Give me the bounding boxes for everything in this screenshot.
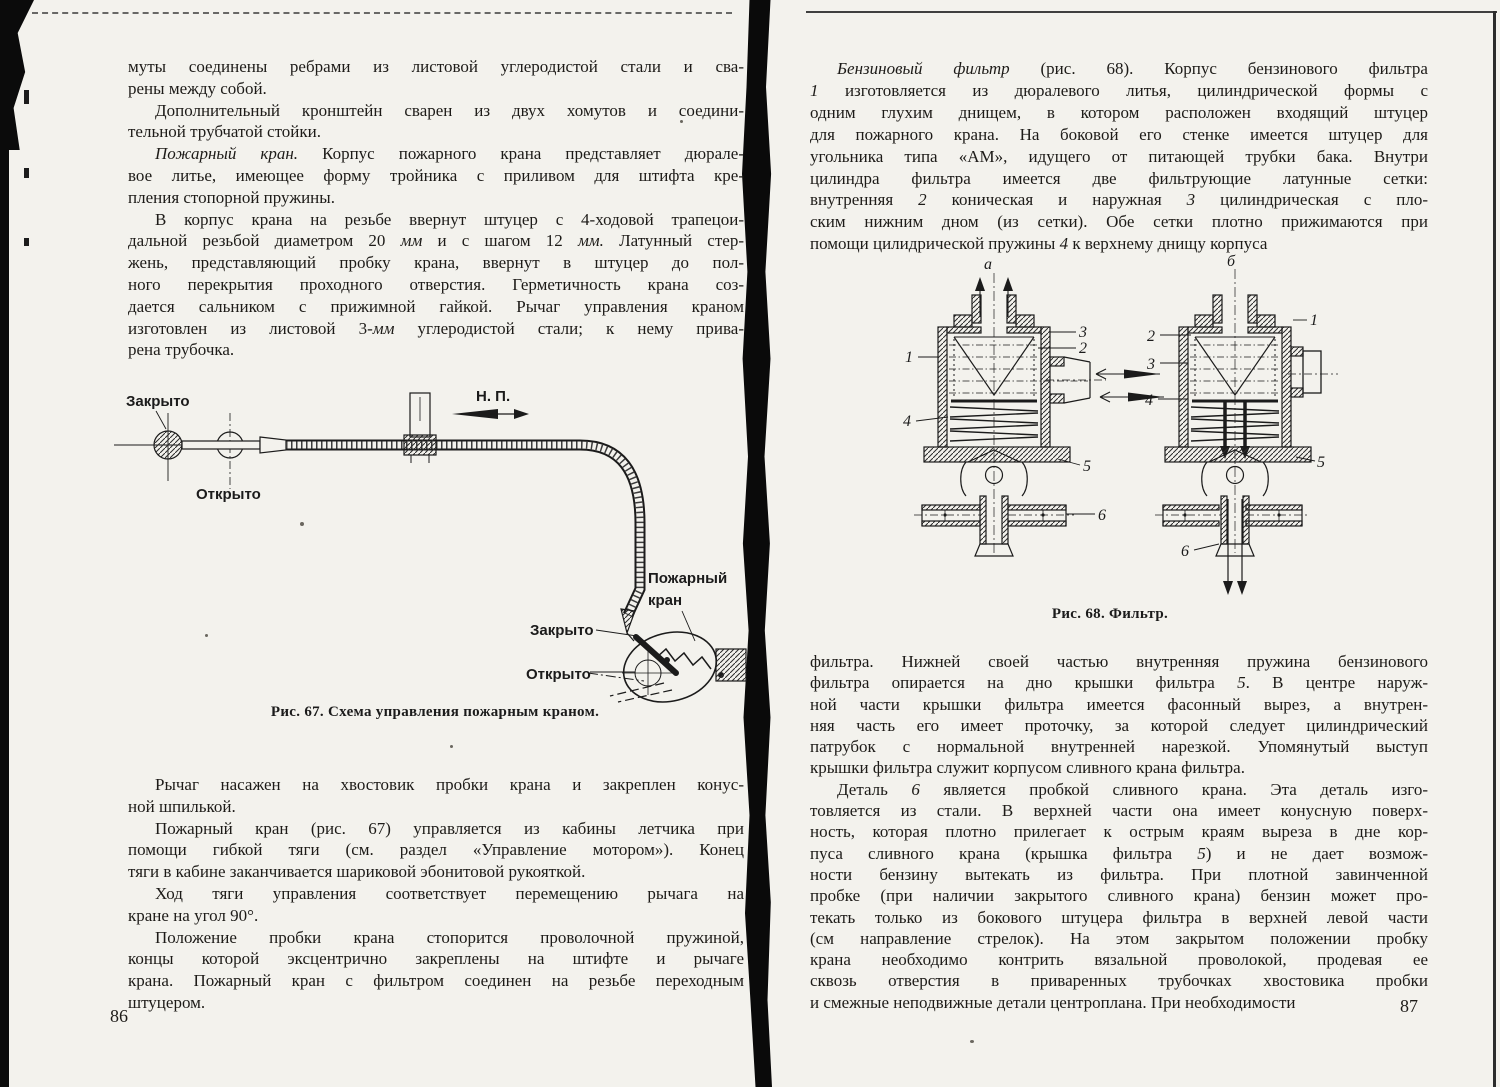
fig68-a-part-3: 3 — [1079, 324, 1087, 341]
text-line: Деталь 6 является пробкой сливного крана. Эта деталь изго- — [837, 779, 1429, 799]
text-line: фильтра. Нижней своей частью внутренняя пружина бензинового — [810, 652, 1428, 671]
fig68-label-view-b: б — [1227, 253, 1236, 270]
text-line: ность, которая плотно прилегает к острым краям выреза в дне кор- — [810, 822, 1428, 842]
fig68-b-part-6: 6 — [1181, 543, 1189, 560]
text-line: товляется из стали. В верхней части она имеет конусную поверх- — [810, 801, 1428, 821]
text-line: Дополнительный кронштейн сварен из двух хомутов и соедини- — [155, 100, 744, 120]
text-line: одним глухим днищем, в котором расположен входящий штуцер — [810, 102, 1428, 122]
text-line: кране на угол 90°. — [128, 905, 259, 925]
text-line: ности бензину вытекать из фильтра. При плотной завинченной — [810, 864, 1428, 884]
left-text-bottom — [128, 774, 744, 1014]
fig68-a-part-6: 6 — [1098, 507, 1106, 524]
text-line: сквозь отверстия в приваренных трубочках хвостовика пробки — [810, 971, 1428, 991]
fig67-drawing — [114, 393, 746, 711]
text-line: Пожарный кран (рис. 67) управляется из кабины летчика при — [155, 818, 744, 838]
text-line: крана. Пожарный кран с фильтром соединен на резьбе переходным — [128, 971, 744, 991]
text-line: Рычаг насажен на хвостовик пробки крана и закреплен конус- — [155, 775, 744, 794]
text-line: текать только из бокового штуцера фильтра в верхней левой части — [810, 907, 1428, 927]
text-line: угольника типа «АМ», идущего от питающей трубки бака. Внутри — [810, 146, 1428, 166]
figure-67-caption: Рис. 67. Схема управления пожарным краном. — [270, 704, 600, 720]
fig68-label-view-a: а — [984, 256, 992, 273]
fig68-b-part-5: 5 — [1317, 454, 1325, 471]
fig67-label-fire-cock-2: кран — [648, 592, 683, 609]
text-line: внутренняя 2 коническая и наружная 3 цилиндрическая с пло- — [810, 190, 1428, 210]
text-line: цилиндра фильтра имеется две фильтрующие латунные сетки: — [810, 168, 1428, 188]
text-line: пуса сливного крана (крышка фильтра 5) и не дает возмож- — [810, 843, 1429, 863]
right-page-number: 87 — [1400, 996, 1418, 1016]
fig67-label-np: Н. П. — [476, 388, 511, 405]
fig67-label-open-top: Открыто — [196, 486, 261, 503]
text-line: няя часть его имеет проточку, за которой следует цилиндрический — [810, 715, 1428, 735]
left-page-number: 86 — [110, 1006, 128, 1026]
text-line: дальной резьбой диаметром 20 мм и с шагом 12 мм. Латунный стер- — [128, 231, 744, 251]
text-line: и смежные неподвижные детали центроплана. При необходимости — [810, 992, 1296, 1012]
fig68-b-part-1: 1 — [1310, 312, 1318, 329]
text-line: Ход тяги управления соответствует перемещению рычага на — [155, 883, 744, 903]
right-page-edge-rule — [1493, 11, 1496, 1087]
text-line: тяги в кабине заканчивается шариковой эбонитовой рукояткой. — [128, 862, 586, 882]
text-line: дается сальником с прижимной гайкой. Рычаг управления краном — [128, 296, 744, 316]
text-line: рена трубочка. — [128, 340, 235, 360]
text-line: помощи гибкой тяги (см. раздел «Управление мотором»). Конец — [128, 840, 744, 860]
figure-68-caption: Рис. 68. Фильтр. — [1051, 606, 1169, 622]
text-line: В корпус крана на резьбе ввернут штуцер с 4-ходовой трапецои- — [155, 209, 744, 229]
text-line: рены между собой. — [128, 78, 267, 98]
fig68-a-part-5: 5 — [1083, 458, 1091, 475]
figure-68-fuel-filter-sections — [848, 253, 1414, 603]
scan-edge-mark — [24, 90, 29, 104]
noise-speck — [970, 1040, 974, 1043]
text-line: Бензиновый фильтр (рис. 68). Корпус бензинового фильтра — [837, 59, 1428, 78]
noise-speck — [450, 745, 453, 748]
figure-67-fire-cock-control-scheme — [110, 383, 750, 703]
fig68-view-a-drawing — [914, 273, 1164, 556]
left-page-top-rule — [32, 12, 732, 14]
text-line: ной шпилькой. — [128, 796, 236, 816]
text-line: пробке (при наличии закрытого сливного крана) бензин может про- — [810, 886, 1428, 906]
fig68-a-part-1: 1 — [905, 349, 913, 366]
text-line: фильтра опирается на дно крышки фильтра 5. В центре наруж- — [810, 673, 1428, 693]
scan-left-edge — [0, 0, 9, 1087]
text-line: муты соединены ребрами из листовой углеродистой стали и сва- — [128, 57, 744, 76]
text-line: ного перекрытия проходного отверстия. Герметичность крана соз- — [128, 274, 744, 294]
fig68-a-part-4: 4 — [903, 413, 911, 430]
text-line: крана необходимо контрить вязальной проволокой, продевая ее — [810, 950, 1428, 970]
fig68-a-part-2: 2 — [1079, 340, 1087, 357]
text-line: тельной трубчатой стойки. — [128, 122, 322, 142]
right-text-top — [810, 58, 1428, 255]
scan-edge-mark — [24, 238, 29, 246]
text-line: жень, представляющий пробку крана, ввернут в штуцер до пол- — [128, 253, 744, 273]
fig67-label-closed-top: Закрыто — [126, 393, 190, 410]
right-text-bottom — [810, 651, 1428, 1013]
right-page-top-rule — [806, 11, 1497, 13]
text-line: крышки фильтра служит корпусом сливного крана фильтра. — [810, 758, 1245, 778]
text-line: Положение пробки крана стопорится проволочной пружиной, — [155, 927, 744, 947]
fig68-b-part-4: 4 — [1145, 392, 1153, 409]
text-line: ским нижним дном (из сетки). Обе сетки плотно прижимаются при — [810, 212, 1428, 232]
text-line: 1 изготовляется из дюралевого литья, цилиндрической формы с — [810, 80, 1428, 100]
text-line: (см направление стрелок). На этом закрытом положении пробку — [810, 928, 1428, 948]
fig68-b-part-2: 2 — [1147, 328, 1155, 345]
text-line: ной части крышки фильтра имеется фасонный вырез, а внутрен- — [810, 694, 1428, 714]
text-line: вое литье, имеющее форму тройника с приливом для штифта кре- — [128, 165, 744, 185]
fig67-label-open-bottom: Открыто — [526, 666, 591, 683]
text-line: пления стопорной пружины. — [128, 187, 335, 207]
text-line: штуцером. — [128, 992, 206, 1012]
fig67-label-fire-cock-1: Пожарный — [648, 570, 728, 587]
text-line: патрубок с нормальной внутренней нарезкой. Упомянутый выступ — [810, 737, 1428, 757]
fig68-b-part-3: 3 — [1147, 356, 1155, 373]
text-line: Пожарный кран. Корпус пожарного крана представляет дюрале- — [155, 144, 744, 164]
text-line: концы которой эксцентрично закреплены на штифте и рычаге — [128, 949, 744, 969]
text-line: изготовлен из листовой 3-мм углеродистой стали; к нему прива- — [128, 318, 744, 338]
scan-edge-mark — [24, 168, 29, 178]
text-line: помощи цилидрической пружины 4 к верхнему днищу корпуса — [810, 234, 1268, 254]
text-line: для пожарного крана. На боковой его стенке имеется штуцер для — [810, 124, 1428, 144]
scan-corner-blob — [0, 0, 34, 150]
left-text-top — [128, 56, 744, 361]
fig67-label-closed-bottom: Закрыто — [530, 622, 594, 639]
